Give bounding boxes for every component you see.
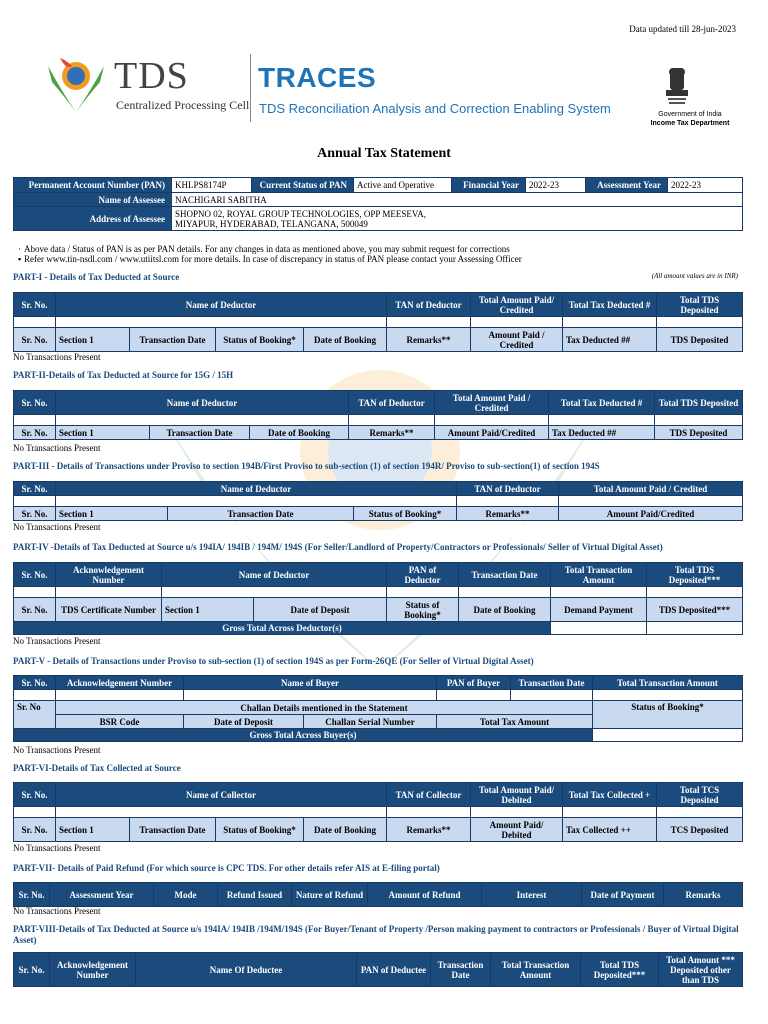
pan-status-label: Current Status of PAN: [252, 178, 354, 193]
p7-h-paydate: Date of Payment: [582, 883, 664, 907]
tds-logo-text: TDS: [114, 55, 189, 97]
p2-h-tan: TAN of Deductor: [349, 391, 435, 415]
part7-table: [13, 882, 743, 907]
p6-h-tcsdep: Total TCS Deposited: [657, 783, 743, 807]
traces-title: TRACES: [258, 62, 377, 93]
data-updated-date: Data updated till 28-jun-2023: [629, 24, 736, 34]
p1-h-srno: Sr. No.: [14, 293, 56, 317]
p1-s-taxded: Tax Deducted ##: [563, 328, 657, 352]
p5-h-txdate: Transaction Date: [511, 676, 593, 690]
p7-h-refund-issued: Refund Issued: [218, 883, 292, 907]
p5-h-srno: Sr. No.: [14, 676, 56, 690]
income-tax-department: Income Tax Department: [650, 120, 730, 127]
p4-h-pan: PAN of Deductor: [387, 563, 459, 587]
ay-label: Assessment Year: [586, 178, 668, 193]
p1-s-section: Section 1: [56, 328, 130, 352]
p3-s-remarks: Remarks**: [457, 507, 559, 521]
p8-h-pan: PAN of Deductee: [357, 953, 431, 987]
p4-s-depdate: Date of Deposit: [254, 598, 387, 622]
p6-s-txdate: Transaction Date: [130, 818, 216, 842]
p3-no-transactions: No Transactions Present: [13, 522, 101, 532]
fy-value: 2022-23: [526, 178, 586, 193]
p5-s-bsr: BSR Code: [56, 715, 184, 729]
p2-s-tdsdep: TDS Deposited: [655, 426, 743, 440]
p1-s-amount: Amount Paid / Credited: [471, 328, 563, 352]
p5-s-status: Status of Booking*: [593, 701, 743, 729]
note-refer-text: Refer www.tin-nsdl.com / www.utiitsl.com for more details. In case of discrepancy in status of PAN please contact your Assessing Officer: [24, 254, 522, 264]
p4-s-status: Status of Booking*: [387, 598, 459, 622]
p4-s-srno: Sr. No.: [14, 598, 56, 622]
p6-h-tan: TAN of Collector: [387, 783, 471, 807]
part3-title: PART-III - Details of Transactions under Proviso to section 194B/First Proviso to sub-section (1) of section 194R/ Proviso to sub-section(1) of section 194S: [13, 461, 600, 471]
p7-h-ay: Assessment Year: [50, 883, 154, 907]
p3-s-section: Section 1: [56, 507, 168, 521]
inr-note: (All amount values are in INR): [651, 272, 738, 280]
part1-table: [13, 292, 743, 352]
ashoka-emblem-icon: [660, 64, 694, 108]
cpc-text: Centralized Processing Cell: [116, 98, 250, 112]
tds-logo: [42, 52, 252, 116]
p4-s-bookdate: Date of Booking: [459, 598, 551, 622]
p6-h-taxcol: Total Tax Collected +: [563, 783, 657, 807]
p7-h-nature: Nature of Refund: [292, 883, 368, 907]
p1-s-txdate: Transaction Date: [130, 328, 216, 352]
ay-value: 2022-23: [668, 178, 743, 193]
part5-table: [13, 675, 743, 742]
p5-gross-total: Gross Total Across Buyer(s): [14, 729, 593, 742]
p2-s-txdate: Transaction Date: [150, 426, 250, 440]
p5-h-txamount: Total Transaction Amount: [593, 676, 743, 690]
assessee-info-table: [13, 177, 743, 231]
p4-s-section: Section 1: [162, 598, 254, 622]
p2-h-srno: Sr. No.: [14, 391, 56, 415]
p2-s-section: Section 1: [56, 426, 150, 440]
p6-s-taxcol: Tax Collected ++: [563, 818, 657, 842]
p1-s-status: Status of Booking*: [216, 328, 304, 352]
p6-h-srno: Sr. No.: [14, 783, 56, 807]
p1-s-bookdate: Date of Booking: [304, 328, 387, 352]
p1-h-tan: TAN of Deductor: [387, 293, 471, 317]
part3-table: [13, 481, 743, 521]
name-label: Name of Assessee: [14, 193, 172, 207]
p2-s-amount: Amount Paid/Credited: [435, 426, 549, 440]
p7-h-interest: Interest: [482, 883, 582, 907]
address-label: Address of Assessee: [14, 207, 172, 231]
p1-h-tdsdep: Total TDS Deposited: [657, 293, 743, 317]
p5-h-buyer: Name of Buyer: [184, 676, 437, 690]
p4-s-tdsdep: TDS Deposited***: [647, 598, 743, 622]
p3-h-srno: Sr. No.: [14, 482, 56, 496]
p2-s-bookdate: Date of Booking: [250, 426, 349, 440]
name-value: NACHIGARI SABITHA: [172, 193, 743, 207]
part2-title: PART-II-Details of Tax Deducted at Source for 15G / 15H: [13, 370, 234, 380]
p6-s-tcsdep: TCS Deposited: [657, 818, 743, 842]
p1-s-srno: Sr. No.: [14, 328, 56, 352]
p6-s-remarks: Remarks**: [387, 818, 471, 842]
part1-title: PART-I - Details of Tax Deducted at Source: [13, 272, 180, 282]
header-divider: [250, 54, 251, 122]
p6-s-srno: Sr. No.: [14, 818, 56, 842]
p4-h-srno: Sr. No.: [14, 563, 56, 587]
part4-title: PART-IV -Details of Tax Deducted at Source u/s 194IA/ 194IB / 194M/ 194S (For Seller/Landlord of Property/Contractors or Professionals/ Seller of Virtual Digital Asset): [13, 542, 663, 552]
p1-no-transactions: No Transactions Present: [13, 352, 101, 362]
p7-h-mode: Mode: [154, 883, 218, 907]
p3-h-tan: TAN of Deductor: [457, 482, 559, 496]
p1-h-taxded: Total Tax Deducted #: [563, 293, 657, 317]
p7-h-amount: Amount of Refund: [368, 883, 482, 907]
pan-label: Permanent Account Number (PAN): [14, 178, 172, 193]
p6-s-status: Status of Booking*: [216, 818, 304, 842]
note-pan: · Above data / Status of PAN is as per PAN details. For any changes in data as mentioned above, you may submit request for corrections: [18, 244, 510, 254]
p3-s-status: Status of Booking*: [354, 507, 457, 521]
p6-h-collector: Name of Collector: [56, 783, 387, 807]
p5-challan-title: Challan Details mentioned in the Statement: [56, 701, 593, 715]
p2-no-transactions: No Transactions Present: [13, 443, 101, 453]
p6-s-amount: Amount Paid/ Debited: [471, 818, 563, 842]
p7-h-srno: Sr. No.: [14, 883, 50, 907]
part8-table: [13, 952, 743, 987]
address-value: [172, 207, 743, 231]
p7-h-remarks: Remarks: [664, 883, 743, 907]
p5-s-taxamount: Total Tax Amount: [437, 715, 593, 729]
p6-h-amount: Total Amount Paid/ Debited: [471, 783, 563, 807]
p4-s-cert: TDS Certificate Number: [56, 598, 162, 622]
part6-title: PART-VI-Details of Tax Collected at Source: [13, 763, 181, 773]
note-refer: ▪ Refer www.tin-nsdl.com / www.utiitsl.com for more details. In case of discrepancy in status of PAN please contact your Assessing Officer: [18, 254, 522, 264]
p5-s-srno: Sr. No: [14, 701, 56, 729]
p2-s-taxded: Tax Deducted ##: [549, 426, 655, 440]
part2-table: [13, 390, 743, 440]
p7-no-transactions: No Transactions Present: [13, 906, 101, 916]
page-title: Annual Tax Statement: [317, 146, 451, 161]
fy-label: Financial Year: [452, 178, 526, 193]
p3-s-txdate: Transaction Date: [168, 507, 354, 521]
p2-h-tdsdep: Total TDS Deposited: [655, 391, 743, 415]
p4-h-txamount: Total Transaction Amount: [551, 563, 647, 587]
p6-no-transactions: No Transactions Present: [13, 843, 101, 853]
p6-s-section: Section 1: [56, 818, 130, 842]
p3-h-deductor: Name of Deductor: [56, 482, 457, 496]
gov-of-india: Government of India: [658, 111, 722, 118]
p4-h-deductor: Name of Deductor: [162, 563, 387, 587]
p1-h-amount: Total Amount Paid/ Credited: [471, 293, 563, 317]
p5-s-challan-serial: Challan Serial Number: [304, 715, 437, 729]
p4-gross-total: Gross Total Across Deductor(s): [14, 622, 551, 635]
p3-s-amount: Amount Paid/Credited: [559, 507, 743, 521]
pan-status-value: Active and Operative: [354, 178, 452, 193]
part7-title: PART-VII- Details of Paid Refund (For which source is CPC TDS. For other details refer AIS at E-filing portal): [13, 863, 440, 873]
p5-h-pan: PAN of Buyer: [437, 676, 511, 690]
p4-no-transactions: No Transactions Present: [13, 636, 101, 646]
p2-s-remarks: Remarks**: [349, 426, 435, 440]
p1-s-remarks: Remarks**: [387, 328, 471, 352]
p5-no-transactions: No Transactions Present: [13, 745, 101, 755]
note-pan-text: Above data / Status of PAN is as per PAN details. For any changes in data as mentioned above, you may submit request for corrections: [24, 244, 510, 254]
p5-h-ack: Acknowledgement Number: [56, 676, 184, 690]
p3-s-srno: Sr. No.: [14, 507, 56, 521]
part5-title: PART-V - Details of Transactions under Proviso to sub-section (1) of section 194S as per Form-26QE (For Seller of Virtual Digital Asset): [13, 656, 534, 666]
traces-subtitle: TDS Reconciliation Analysis and Correction Enabling System: [259, 101, 611, 116]
p2-s-srno: Sr. No.: [14, 426, 56, 440]
tds-emblem-icon: [42, 52, 112, 116]
part4-table: [13, 562, 743, 635]
p8-h-otherdep: Total Amount *** Deposited other than TDS: [659, 953, 743, 987]
p4-s-demand: Demand Payment: [551, 598, 647, 622]
p1-s-tdsdep: TDS Deposited: [657, 328, 743, 352]
p6-s-bookdate: Date of Booking: [304, 818, 387, 842]
p2-h-deductor: Name of Deductor: [56, 391, 349, 415]
p8-h-tdsdep: Total TDS Deposited***: [581, 953, 659, 987]
pan-value: KHLPS8174P: [172, 178, 252, 193]
p2-h-amount: Total Amount Paid / Credited: [435, 391, 549, 415]
p2-h-taxded: Total Tax Deducted #: [549, 391, 655, 415]
p4-h-tdsdep: Total TDS Deposited***: [647, 563, 743, 587]
address-line-2: MIYAPUR, HYDERABAD, TELANGANA, 500049: [175, 218, 368, 229]
p8-h-deductee: Name Of Deductee: [136, 953, 357, 987]
address-line-1: SHOPNO 02, ROYAL GROUP TECHNOLOGIES, OPP MEESEVA,: [175, 208, 426, 219]
p5-s-depdate: Date of Deposit: [184, 715, 304, 729]
part8-title: PART-VIII-Details of Tax Deducted at Source u/s 194IA/ 194IB /194M/194S (For Buyer/Tenant of Property /Person making payment to contractors or Professionals / Buyer of Virtual Digital Asset): [13, 924, 739, 945]
p8-h-txamount: Total Transaction Amount: [491, 953, 581, 987]
p8-h-txdate: Transaction Date: [431, 953, 491, 987]
part6-table: [13, 782, 743, 842]
p4-h-txdate: Transaction Date: [459, 563, 551, 587]
p3-h-amount: Total Amount Paid / Credited: [559, 482, 743, 496]
p1-h-deductor: Name of Deductor: [56, 293, 387, 317]
p8-h-srno: Sr. No.: [14, 953, 50, 987]
p4-h-ack: Acknowledgement Number: [56, 563, 162, 587]
p8-h-ack: Acknowledgement Number: [50, 953, 136, 987]
